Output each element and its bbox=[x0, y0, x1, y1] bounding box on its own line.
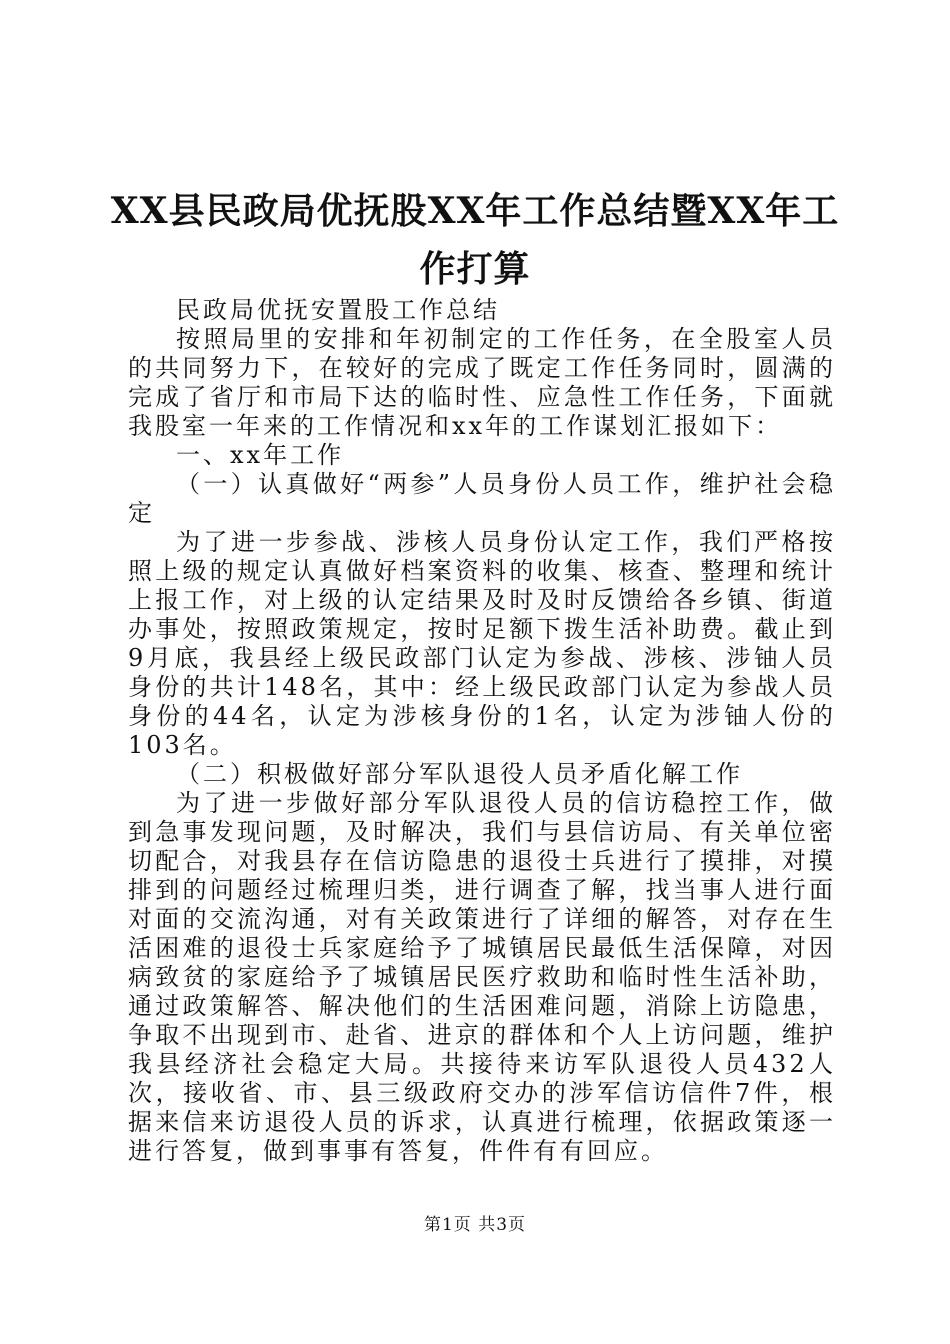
section-subtitle: 民政局优抚安置股工作总结 bbox=[176, 296, 500, 324]
intro-paragraph: 按照局里的安排和年初制定的工作任务，在全股室人员的共同努力下，在较好的完成了既定工作任务同时，圆满的完成了省厅和市局下达的临时性、应急性工作任务，下面就我股室一年来的工作情况和xx年的工作谋划汇报如下： bbox=[128, 325, 836, 440]
page-footer: 第1页 共3页 bbox=[423, 1215, 527, 1235]
body-paragraph-2: 为了进一步做好部分军队退役人员的信访稳控工作，做到急事发现问题，及时解决，我们与县信访局、有关单位密切配合，对我县存在信访隐患的退役士兵进行了摸排，对摸排到的问题经过梳理归类，进行调查了解，找当事人进行面对面的交流沟通，对有关政策进行了详细的解答，对存在生活困难的退役士兵家庭给予了城镇居民最低生活保障，对因病致贫的家庭给予了城镇居民医疗救助和临时性生活补助，通过政策解答、解决他们的生活困难问题，消除上访隐患，争取不出现到市、赴省、进京的群体和个人上访问题，维护我县经济社会稳定大局。共接待来访军队退役人员432人次，接收省、市、县三级政府交办的涉军信访信件7件，根据来信来访退役人员的诉求，认真进行梳理，依据政策逐一进行答复，做到事事有答复，件件有有回应。 bbox=[128, 789, 836, 1165]
body-paragraph-1: 为了进一步参战、涉核人员身份认定工作，我们严格按照上级的规定认真做好档案资料的收集、核查、整理和统计上报工作，对上级的认定结果及时及时反馈给各乡镇、街道办事处，按照政策规定，按时足额下拨生活补助费。截止到9月底，我县经上级民政部门认定为参战、涉核、涉铀人员身份的共计148名，其中：经上级民政部门认定为参战人员身份的44名，认定为涉核身份的1名，认定为涉铀人份的103名。 bbox=[128, 528, 836, 759]
document-body bbox=[128, 296, 836, 1166]
section-heading: 一、xx年工作 bbox=[176, 441, 345, 469]
subsection-heading-2: （二）积极做好部分军队退役人员矛盾化解工作 bbox=[176, 760, 743, 788]
subsection-heading-1: （一）认真做好“两参”人员身份人员工作，维护社会稳定 bbox=[128, 470, 836, 527]
document-title: XX县民政局优抚股XX年工作总结暨XX年工作打算 bbox=[110, 190, 840, 291]
